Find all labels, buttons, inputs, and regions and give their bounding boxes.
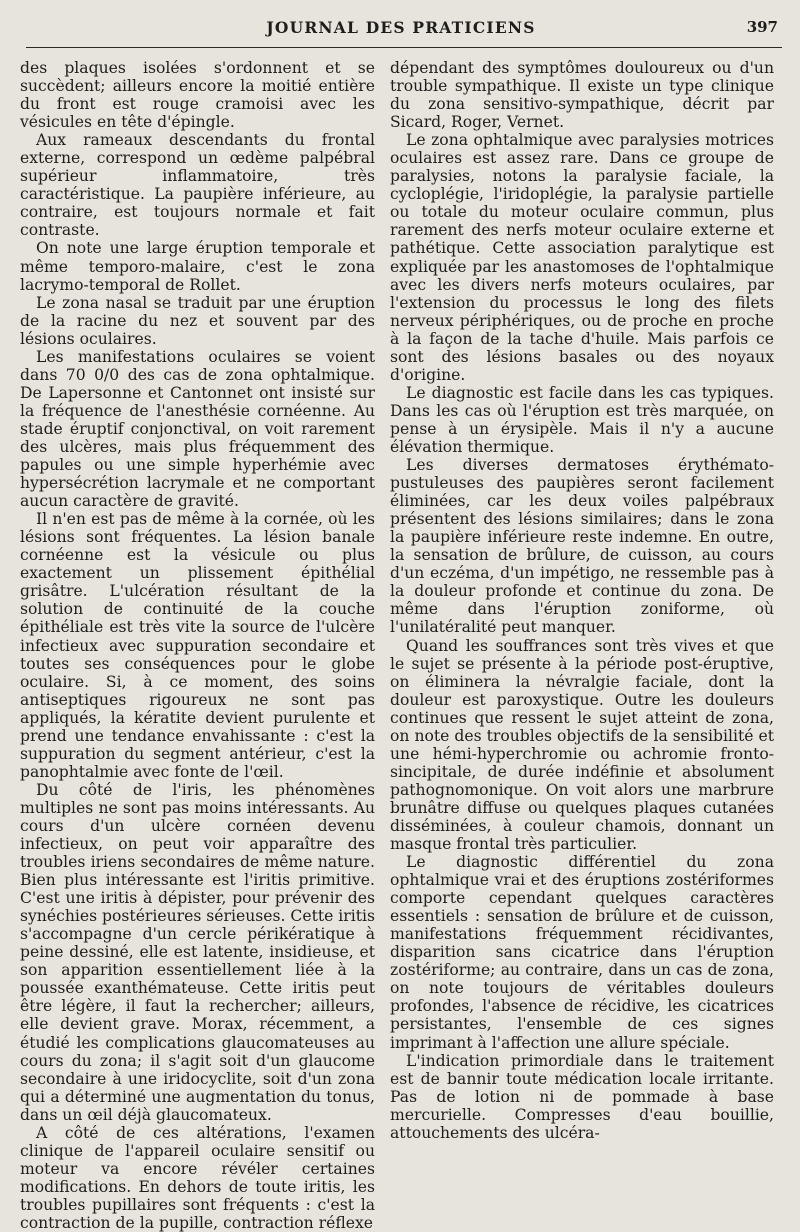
journal-title: JOURNAL DES PRATICIENS <box>266 18 536 37</box>
paragraph: A côté de ces altérations, l'examen clinique de l'appareil oculaire sensitif ou moteur va encore révéler certaines modifications. En dehors de toute iritis, les troubles pupillaires sont fréquents : c'est la contraction de la pupille, contraction réflexe <box>20 1123 375 1232</box>
paragraph: L'indication primordiale dans le traitement est de bannir toute médication locale irritante. Pas de lotion ni de pommade à base mercurielle. Compresses d'eau bouillie, attouchements des ulcéra- <box>390 1051 774 1142</box>
paragraph: Les diverses dermatoses érythémato-pustuleuses des paupières seront facilement éliminées, car les deux voiles palpébraux présentent des lésions similaires; dans le zona la paupière inférieure reste indemne. En outre, la sensation de brûlure, de cuisson, au cours d'un eczéma, d'un impétigo, ne ressemble pas à la douleur profonde et continue du zona. De même dans l'éruption zoniforme, où l'unilatéralité peut manquer. <box>390 456 774 637</box>
paragraph: On note une large éruption temporale et même temporo-malaire, c'est le zona lacrymo-temporal de Rollet. <box>20 239 375 294</box>
page-header <box>20 14 782 44</box>
page-number: 397 <box>746 18 778 36</box>
paragraph: dépendant des symptômes douloureux ou d'un trouble sympathique. Il existe un type clinique du zona sensitivo-sympathique, décrit par Sicard, Roger, Vernet. <box>390 59 774 132</box>
paragraph: Le zona nasal se traduit par une éruption de la racine du nez et souvent par des lésions oculaires. <box>20 293 375 348</box>
right-column <box>390 59 774 1142</box>
paragraph: des plaques isolées s'ordonnent et se succèdent; ailleurs encore la moitié entière du front est rouge cramoisi avec les vésicules en tête d'épingle. <box>20 59 375 132</box>
paragraph: Le zona ophtalmique avec paralysies motrices oculaires est assez rare. Dans ce groupe de paralysies, notons la paralysie faciale, la cycloplégie, l'iridoplégie, la paralysie partielle ou totale du moteur oculaire commun, plus rarement des nerfs moteur oculaire externe et pathétique. Cette association paralytique est expliquée par les anastomoses de l'ophtalmique avec les divers nerfs moteurs oculaires, par l'extension du processus le long des filets nerveux périphériques, ou de proche en proche à la façon de la tache d'huile. Mais parfois ce sont des lésions basales ou des noyaux d'origine. <box>390 131 774 384</box>
paragraph: Du côté de l'iris, les phénomènes multiples ne sont pas moins intéressants. Au cours d'un ulcère cornéen devenu infectieux, on peut voir apparaître des troubles iriens secondaires de même nature. Bien plus intéressante est l'iritis primitive. C'est une iritis à dépister, pour prévenir des synéchies postérieures sérieuses. Cette iritis s'accompagne d'un cercle périkératique à peine dessiné, elle est latente, insidieuse, et son apparition essentiellement liée à la poussée exanthémateuse. Cette iritis peut être légère, il faut la rechercher; ailleurs, elle devient grave. Morax, récemment, a étudié les complications glaucomateuses au cours du zona; il s'agit soit d'un glaucome secondaire à une iridocyclite, soit d'un zona qui a déterminé une augmentation du tonus, dans un œil déjà glaucomateux. <box>20 780 375 1124</box>
paragraph: Il n'en est pas de même à la cornée, où les lésions sont fréquentes. La lésion banale cornéenne est la vésicule ou plus exactement un plissement épithélial grisâtre. L'ulcération résultant de la solution de continuité de la couche épithéliale est très vite la source de l'ulcère infectieux avec suppuration secondaire et toutes ses conséquences pour le globe oculaire. Si, à ce moment, des soins antiseptiques rigoureux ne sont pas appliqués, la kératite devient purulente et prend une tendance envahissante : c'est la suppuration du segment antérieur, c'est la panophtalmie avec fonte de l'œil. <box>20 510 375 781</box>
paragraph: Quand les souffrances sont très vives et que le sujet se présente à la période post-éruptive, on éliminera la névralgie faciale, dont la douleur est paroxystique. Outre les douleurs continues que ressent le sujet atteint de zona, on note des troubles objectifs de la sensibilité et une hémi-hyperchromie ou achromie fronto-sincipitale, de durée indéfinie et absolument pathognomonique. On voit alors une marbrure brunâtre diffuse ou quelques plaques cutanées disséminées, à couleur chamois, donnant un masque frontal très particulier. <box>390 636 774 854</box>
paragraph: Aux rameaux descendants du frontal externe, correspond un œdème palpébral supérieur inflammatoire, très caractéristique. La paupière inférieure, au contraire, est toujours normale et fait contraste. <box>20 131 375 240</box>
paragraph: Le diagnostic différentiel du zona ophtalmique vrai et des éruptions zostériformes comporte cependant quelques caractères essentiels : sensation de brûlure et de cuisson, manifestations fréquemment récidivantes, disparition sans cicatrice dans l'éruption zostériforme; au contraire, dans un cas de zona, on note toujours de véritables douleurs profondes, l'absence de récidive, les cicatrices persistantes, l'ensemble de ces signes imprimant à l'affection une allure spéciale. <box>390 853 774 1052</box>
paragraph: Les manifestations oculaires se voient dans 70 0/0 des cas de zona ophtalmique. De Lapersonne et Cantonnet ont insisté sur la fréquence de l'anesthésie cornéenne. Au stade éruptif conjonctival, on voit rarement des ulcères, mais plus fréquemment des papules ou une simple hyperhémie avec hypersécrétion lacrymale et ne comportant aucun caractère de gravité. <box>20 347 375 511</box>
left-column <box>20 59 375 1232</box>
paragraph: Le diagnostic est facile dans les cas typiques. Dans les cas où l'éruption est très marquée, on pense à un érysipèle. Mais il n'y a aucune élévation thermique. <box>390 383 774 456</box>
header-rule <box>26 47 782 48</box>
